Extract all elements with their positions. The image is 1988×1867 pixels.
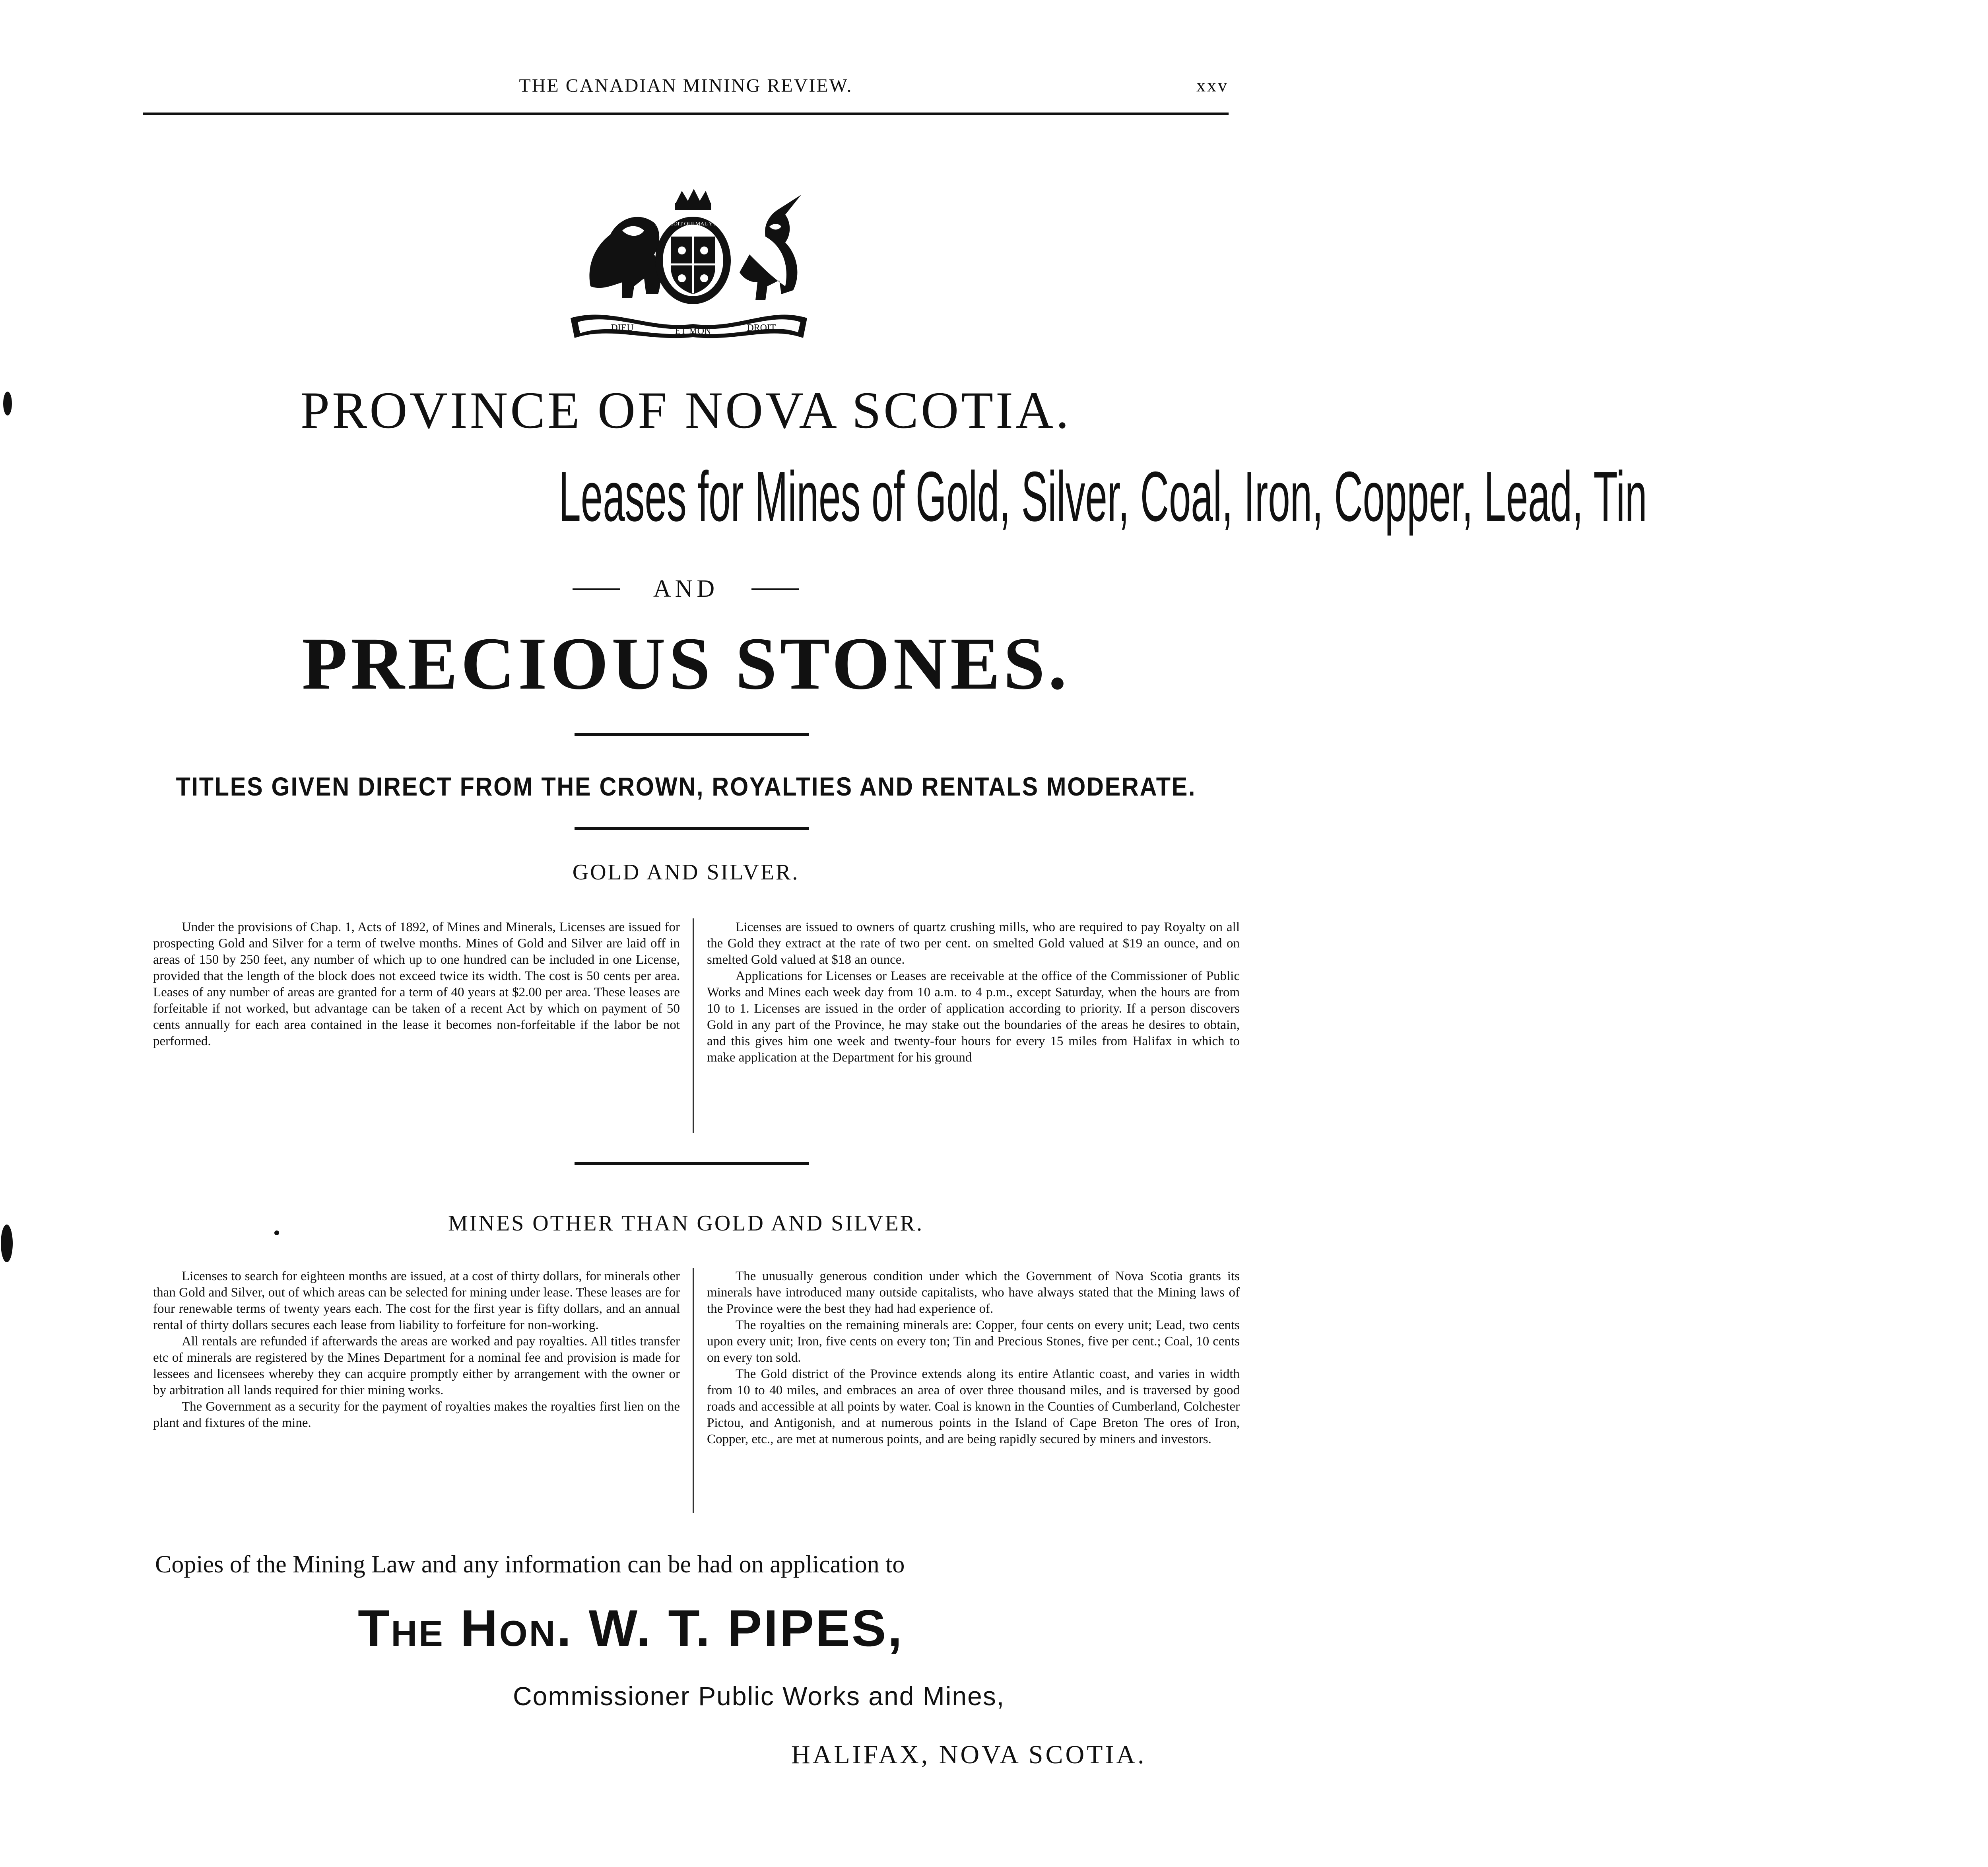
other-minerals-right-paragraph-2: The royalties on the remaining minerals are: Copper, four cents on every unit; Lead, two cents upon every unit; Iron, five cents on every ton; Tin and Precious Stones, five per cent.; Coal, 10 cents on every ton sold. — [707, 1318, 1240, 1365]
crest-motto-right: DROIT — [747, 323, 776, 333]
and-divider — [573, 573, 799, 604]
gold-silver-column-divider — [693, 918, 694, 1133]
divider-rule-2 — [575, 827, 809, 830]
other-minerals-left-paragraph-3: The Government as a security for the payment of royalties makes the royalties first lien on the plant and fixtures of the mine. — [153, 1399, 680, 1430]
and-dash-right — [751, 588, 799, 590]
other-minerals-right-paragraph-1: The unusually generous condition under which the Government of Nova Scotia grants its minerals have introduced many outside capitalists, who have always stated that the Mining laws of the Province were the best they had had experience of. — [707, 1269, 1240, 1316]
coat-of-arms-icon — [563, 187, 813, 342]
crest-motto-center: ET MON — [675, 326, 711, 336]
name-the: The — [358, 1599, 445, 1657]
gold-silver-heading: GOLD AND SILVER. — [572, 860, 800, 885]
divider-rule-3 — [575, 1162, 809, 1165]
other-minerals-left-column — [153, 1268, 680, 1431]
titles-tagline — [119, 771, 1252, 802]
gold-silver-left-paragraph: Under the provisions of Chap. 1, Acts of 1892, of Mines and Minerals, Licenses are issued for prospecting Gold and Silver for a term of twelve months. Mines of Gold and Silver are laid off in areas of 150 by 250 feet, any number of which up to one hundred can be included in one License, provided that the length of the block does not exceed twice its width. The cost is 50 cents per area. Leases of any number of areas are granted for a term of 40 years at $2.00 per area. These leases are forfeitable if not worked, but advantage can be taken of a recent Act by which on payment of 50 cents annually for each area contained in the lease it becomes non-forfeitable if the labor be not performed. — [153, 920, 680, 1048]
commissioner-address: HALIFAX, NOVA SCOTIA. — [791, 1740, 1147, 1769]
leases-heading-text: Leases for Mines of Gold, Silver, Coal, Iron, Copper, Lead, Tin — [559, 457, 1647, 536]
copies-notice: Copies of the Mining Law and any information can be had on application to — [155, 1551, 905, 1578]
gold-silver-right-paragraph-1: Licenses are issued to owners of quartz crushing mills, who are required to pay Royalty on all the Gold they extract at the rate of two per cent. on smelted Gold valued at $19 an ounce, and on smelted Gold valued at $18 an ounce. — [707, 920, 1240, 967]
page-number: xxv — [1196, 75, 1229, 95]
name-initials-surname: W. T. PIPES, — [588, 1599, 904, 1657]
other-minerals-column-divider — [693, 1268, 694, 1513]
commissioner-name — [358, 1598, 1153, 1658]
other-minerals-right-column — [707, 1268, 1240, 1448]
publication-title: THE CANADIAN MINING REVIEW. — [519, 75, 853, 96]
crest-motto-left: DIEU — [611, 323, 634, 333]
titles-tagline-text: TITLES GIVEN DIRECT FROM THE CROWN, ROYALTIES AND RENTALS MODERATE. — [176, 772, 1196, 801]
precious-stones-heading: PRECIOUS STONES. — [302, 622, 1070, 705]
other-minerals-right-paragraph-3: The Gold district of the Province extends along its entire Atlantic coast, and varies in width from 10 to 40 miles, and embraces an area of over three thousand miles, and is traversed by good roads and accessible at all points by water. Coal is known in the Counties of Cumberland, Colchester Pictou, and Antigonish, and at numerous points in the Island of Cape Breton The ores of Iron, Copper, etc., are met at numerous points, and are being rapidly secured by miners and investors. — [707, 1367, 1240, 1446]
scan-speck — [3, 392, 12, 415]
gold-silver-right-column — [707, 919, 1240, 1066]
and-word: AND — [653, 575, 719, 602]
scan-speck — [1, 1225, 13, 1262]
header-rule — [143, 113, 1229, 115]
gold-silver-right-paragraph-2: Applications for Licenses or Leases are receivable at the office of the Commissioner of Public Works and Mines each week day from 10 a.m. to 4 p.m., except Saturday, when the hours are from 10 to 1. Licenses are issued in the order of application according to priority. If a person discovers Gold in any part of the Province, he may stake out the boundaries of the areas he desires to obtain, and this gives him one week and twenty-four hours for every 15 miles from Halifax in which to make application at the Department for his ground — [707, 969, 1240, 1065]
commissioner-office: Commissioner Public Works and Mines, — [513, 1681, 1005, 1711]
other-minerals-left-paragraph-1: Licenses to search for eighteen months are issued, at a cost of thirty dollars, for minerals other than Gold and Silver, out of which areas can be selected for mining under lease. These leases are for four renewable terms of twenty years each. The cost for the first year is fifty dollars, and an annual rental of thirty dollars secures each lease from liability to forfeiture for non-working. — [153, 1269, 680, 1332]
gold-silver-left-column — [153, 919, 680, 1050]
divider-rule-1 — [575, 733, 809, 736]
other-minerals-heading: MINES OTHER THAN GOLD AND SILVER. — [448, 1211, 924, 1236]
royal-coat-of-arms — [563, 187, 813, 342]
leases-heading — [131, 457, 1647, 536]
scan-speck — [274, 1230, 279, 1235]
crest-garter-text: HONI SOIT QUI MAL Y PENSE — [655, 221, 731, 227]
name-hon: Hon. — [460, 1599, 573, 1657]
province-heading: PROVINCE OF NOVA SCOTIA. — [300, 381, 1072, 439]
running-header — [143, 75, 1229, 99]
other-minerals-left-paragraph-2: All rentals are refunded if afterwards the areas are worked and pay royalties. All titles transfer etc of minerals are registered by the Mines Department for a nominal fee and provision is made for lessees and licensees whereby they can acquire promptly either by arrangement with the owner or by arbitration all lands required for thier mining works. — [153, 1334, 680, 1397]
